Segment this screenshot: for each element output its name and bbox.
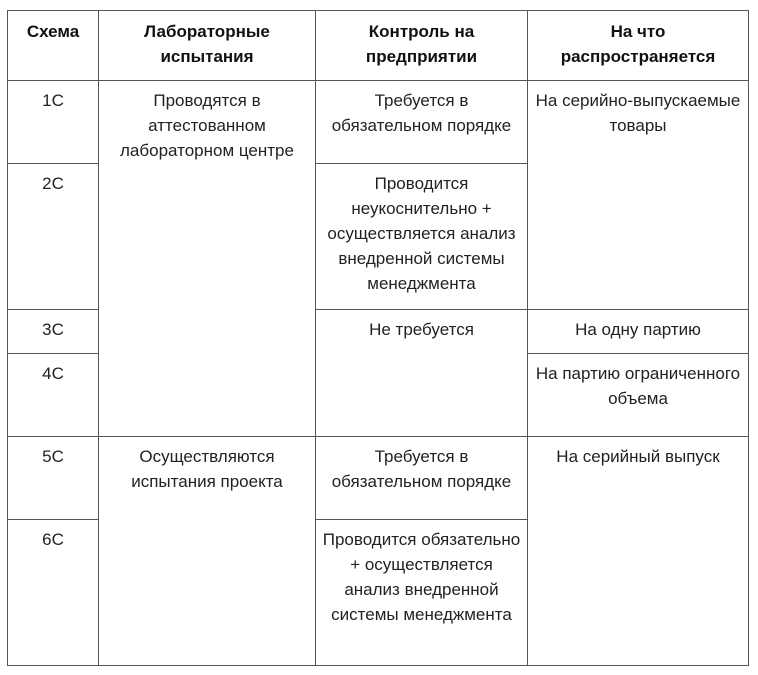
scope-cell: На серийно-выпускаемые товары [528,81,749,310]
lab-tests-cell: Осуществляются испытания проекта [99,437,316,666]
scheme-cell: 5С [8,437,99,520]
scheme-cell: 3С [8,310,99,354]
scope-cell: На серийный выпуск [528,437,749,666]
scheme-cell: 4С [8,354,99,437]
header-row [8,11,749,81]
header-lab-tests: Лабораторные испытания [99,11,316,81]
scope-cell: На партию ограниченного объема [528,354,749,437]
scheme-cell: 2С [8,164,99,310]
control-cell: Не требуется [316,310,528,437]
header-scope: На что распространяется [528,11,749,81]
control-cell: Требуется в обязательном порядке [316,437,528,520]
table-row [8,81,749,164]
control-cell: Проводится обязательно + осуществляется анализ внедренной системы менеджмента [316,520,528,666]
header-control: Контроль на предприятии [316,11,528,81]
scheme-cell: 6С [8,520,99,666]
lab-tests-cell: Проводятся в аттестованном лабораторном центре [99,81,316,437]
table-row [8,437,749,520]
scope-cell: На одну партию [528,310,749,354]
control-cell: Требуется в обязательном порядке [316,81,528,164]
scheme-cell: 1С [8,81,99,164]
header-scheme: Схема [8,11,99,81]
certification-schemes-table [7,10,749,666]
control-cell: Проводится неукоснительно + осуществляется анализ внедренной системы менеджмента [316,164,528,310]
